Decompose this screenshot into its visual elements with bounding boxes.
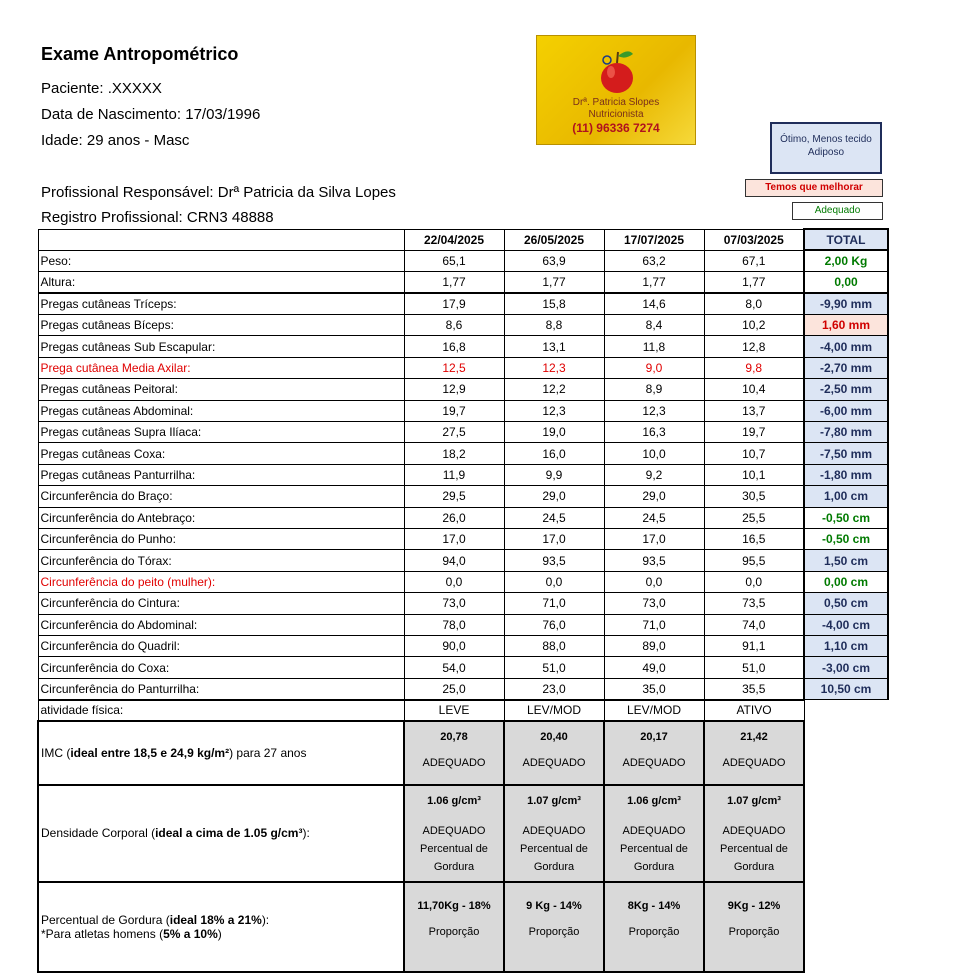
table-row [38, 678, 888, 699]
logo-phone: (11) 96336 7274 [572, 121, 660, 135]
row-value: 27,5 [404, 422, 504, 443]
row-label: Altura: [38, 272, 404, 293]
fat-value: 11,70Kg - 18% [417, 899, 491, 912]
row-value: 10,2 [704, 315, 804, 336]
row-value: 67,1 [704, 250, 804, 271]
professional-registry: Registro Profissional: CRN3 48888 [41, 209, 274, 226]
row-value: 17,0 [504, 528, 604, 549]
row-value: 0,0 [704, 571, 804, 592]
row-value: 17,9 [404, 293, 504, 314]
row-value: 49,0 [604, 657, 704, 678]
fat-label-part: *Para atletas homens ( [41, 926, 164, 941]
header-blank [38, 229, 404, 250]
fat-row [38, 882, 888, 972]
row-value: 16,5 [704, 528, 804, 549]
row-value: 9,2 [604, 464, 704, 485]
row-total: 1,10 cm [804, 635, 888, 656]
row-value: 1,77 [604, 272, 704, 293]
fat-value: 9 Kg - 14% [526, 899, 582, 912]
density-status: ADEQUADO [622, 824, 686, 837]
row-value: LEV/MOD [504, 700, 604, 721]
fat-value: 8Kg - 14% [627, 899, 681, 912]
table-row [38, 614, 888, 635]
measurements-table [37, 228, 889, 973]
logo-title: Nutricionista [588, 109, 644, 120]
row-value: ATIVO [704, 700, 804, 721]
imc-value: 21,42 [740, 730, 768, 743]
row-value: 29,5 [404, 486, 504, 507]
row-value: 30,5 [704, 486, 804, 507]
row-value: 16,3 [604, 422, 704, 443]
row-value: 65,1 [404, 250, 504, 271]
patient-age: Idade: 29 anos - Masc [41, 132, 190, 149]
row-value: 71,0 [604, 614, 704, 635]
row-value: 17,0 [604, 528, 704, 549]
row-total: 1,60 mm [804, 315, 888, 336]
row-value: 11,9 [404, 464, 504, 485]
row-value: 1,77 [404, 272, 504, 293]
row-total: -3,00 cm [804, 657, 888, 678]
row-value: 51,0 [704, 657, 804, 678]
table-row [38, 315, 888, 336]
nutritionist-logo [536, 35, 696, 145]
row-value: 24,5 [504, 507, 604, 528]
row-value: 78,0 [404, 614, 504, 635]
blank-total [804, 882, 888, 972]
row-value: 19,0 [504, 422, 604, 443]
row-value: 9,8 [704, 357, 804, 378]
row-value: 11,8 [604, 336, 704, 357]
density-label-part: ): [302, 826, 310, 841]
row-total: -2,70 mm [804, 357, 888, 378]
row-value: 10,1 [704, 464, 804, 485]
row-label: Circunferência do peito (mulher): [38, 571, 404, 592]
row-value: 16,8 [404, 336, 504, 357]
row-value: 12,5 [404, 357, 504, 378]
density-value: 1.07 g/cm³ [527, 794, 581, 807]
imc-value: 20,17 [640, 730, 668, 743]
imc-cell [404, 721, 504, 785]
density-note: Gordura [733, 860, 775, 873]
table-row [38, 507, 888, 528]
page-title: Exame Antropométrico [41, 44, 239, 64]
table-row [38, 400, 888, 421]
row-value: 93,5 [504, 550, 604, 571]
row-label: Pregas cutâneas Tríceps: [38, 293, 404, 314]
row-label: Circunferência do Braço: [38, 486, 404, 507]
row-value: 0,0 [604, 571, 704, 592]
legend-adequate: Adequado [792, 202, 883, 220]
fat-label-part: ) [217, 926, 222, 941]
fat-note: Proporção [728, 925, 780, 938]
row-value: 23,0 [504, 678, 604, 699]
row-label: Peso: [38, 250, 404, 271]
row-value: 35,5 [704, 678, 804, 699]
row-total: -1,80 mm [804, 464, 888, 485]
row-value: 89,0 [604, 635, 704, 656]
row-value: LEVE [404, 700, 504, 721]
imc-label-part: IMC ( [41, 745, 71, 760]
patient-name: Paciente: .XXXXX [41, 80, 162, 97]
fat-cell [704, 882, 804, 972]
row-value: 12,3 [504, 400, 604, 421]
legend-good: Ótimo, Menos tecido Adiposo [770, 122, 882, 174]
imc-label-part: ideal entre 18,5 e 24,9 kg/m² [70, 745, 230, 760]
row-label: Circunferência do Abdominal: [38, 614, 404, 635]
row-value: 74,0 [704, 614, 804, 635]
row-total: 0,00 [804, 272, 888, 293]
density-note: Percentual de [720, 842, 788, 855]
row-value: 94,0 [404, 550, 504, 571]
row-value: 19,7 [704, 422, 804, 443]
row-value: LEV/MOD [604, 700, 704, 721]
row-value: 19,7 [404, 400, 504, 421]
row-label: Pregas cutâneas Abdominal: [38, 400, 404, 421]
row-label: Circunferência do Coxa: [38, 657, 404, 678]
table-row [38, 272, 888, 293]
row-value: 73,0 [604, 593, 704, 614]
row-total: 2,00 Kg [804, 250, 888, 271]
row-value: 90,0 [404, 635, 504, 656]
row-value: 12,3 [504, 357, 604, 378]
imc-label [38, 721, 404, 785]
row-label: Pregas cutâneas Panturrilha: [38, 464, 404, 485]
row-total: -2,50 mm [804, 379, 888, 400]
row-label: atividade física: [38, 700, 404, 721]
density-cell [704, 785, 804, 882]
row-label: Pregas cutâneas Bíceps: [38, 315, 404, 336]
density-value: 1.06 g/cm³ [427, 794, 481, 807]
blank-total [804, 721, 888, 785]
imc-status: ADEQUADO [722, 756, 786, 769]
fat-label [38, 882, 404, 972]
fat-label-part: ideal 18% a 21% [169, 912, 262, 927]
density-note: Gordura [533, 860, 575, 873]
row-value: 88,0 [504, 635, 604, 656]
table-row [38, 250, 888, 271]
imc-value: 20,40 [540, 730, 568, 743]
row-value: 73,0 [404, 593, 504, 614]
row-value: 10,4 [704, 379, 804, 400]
table-row [38, 657, 888, 678]
table-row [38, 486, 888, 507]
row-value: 24,5 [604, 507, 704, 528]
row-value: 71,0 [504, 593, 604, 614]
row-total: -9,90 mm [804, 293, 888, 314]
row-total: 0,50 cm [804, 593, 888, 614]
density-row [38, 785, 888, 882]
row-value: 17,0 [404, 528, 504, 549]
row-label: Circunferência do Panturrilha: [38, 678, 404, 699]
table-row [38, 528, 888, 549]
row-value: 54,0 [404, 657, 504, 678]
row-total: -7,50 mm [804, 443, 888, 464]
density-note: Percentual de [520, 842, 588, 855]
table-row [38, 422, 888, 443]
date-header: 17/07/2025 [604, 229, 704, 250]
fat-label-part: ): [261, 912, 270, 927]
row-total: 1,00 cm [804, 486, 888, 507]
row-value: 9,9 [504, 464, 604, 485]
responsible-professional: Profissional Responsável: Drª Patricia da Silva Lopes [41, 184, 396, 201]
table-row [38, 443, 888, 464]
row-value: 63,2 [604, 250, 704, 271]
density-cell [504, 785, 604, 882]
imc-cell [504, 721, 604, 785]
density-cell [604, 785, 704, 882]
blank-total [804, 785, 888, 882]
density-cell [404, 785, 504, 882]
row-value: 8,0 [704, 293, 804, 314]
density-label-part: ideal a cima de 1.05 g/cm³ [155, 826, 303, 841]
row-total: 1,50 cm [804, 550, 888, 571]
row-label: Pregas cutâneas Sub Escapular: [38, 336, 404, 357]
imc-status: ADEQUADO [522, 756, 586, 769]
logo-name: Drª. Patricia Slopes [572, 97, 660, 108]
row-total: -0,50 cm [804, 528, 888, 549]
fat-cell [504, 882, 604, 972]
row-value: 10,0 [604, 443, 704, 464]
birth-date: Data de Nascimento: 17/03/1996 [41, 106, 261, 123]
row-value: 51,0 [504, 657, 604, 678]
table-row [38, 379, 888, 400]
row-value: 8,4 [604, 315, 704, 336]
row-value: 76,0 [504, 614, 604, 635]
row-total: -7,80 mm [804, 422, 888, 443]
row-value: 91,1 [704, 635, 804, 656]
table-row [38, 336, 888, 357]
date-header: 26/05/2025 [504, 229, 604, 250]
density-note: Gordura [633, 860, 675, 873]
row-value: 18,2 [404, 443, 504, 464]
density-note: Percentual de [620, 842, 688, 855]
row-value: 73,5 [704, 593, 804, 614]
fat-value: 9Kg - 12% [727, 899, 781, 912]
row-total: -4,00 cm [804, 614, 888, 635]
imc-label-part: ) para 27 anos [229, 745, 307, 760]
row-value: 29,0 [504, 486, 604, 507]
row-total: 0,00 cm [804, 571, 888, 592]
row-label: Circunferência do Tórax: [38, 550, 404, 571]
row-value: 25,0 [404, 678, 504, 699]
row-value: 14,6 [604, 293, 704, 314]
table-row [38, 635, 888, 656]
row-total: -6,00 mm [804, 400, 888, 421]
row-value: 12,3 [604, 400, 704, 421]
table-row [38, 571, 888, 592]
row-label: Circunferência do Punho: [38, 528, 404, 549]
row-label: Circunferência do Cintura: [38, 593, 404, 614]
table-row [38, 464, 888, 485]
density-status: ADEQUADO [522, 824, 586, 837]
row-label: Pregas cutâneas Peitoral: [38, 379, 404, 400]
row-total: -4,00 mm [804, 336, 888, 357]
table-row [38, 700, 888, 721]
row-value: 9,0 [604, 357, 704, 378]
imc-cell [704, 721, 804, 785]
row-value: 13,7 [704, 400, 804, 421]
imc-status: ADEQUADO [422, 756, 486, 769]
row-value: 8,9 [604, 379, 704, 400]
imc-row [38, 721, 888, 785]
row-value: 95,5 [704, 550, 804, 571]
row-value: 93,5 [604, 550, 704, 571]
table-row [38, 293, 888, 314]
row-value: 12,2 [504, 379, 604, 400]
fat-cell [404, 882, 504, 972]
row-value: 12,8 [704, 336, 804, 357]
apple-icon [595, 44, 639, 96]
fat-cell [604, 882, 704, 972]
imc-cell [604, 721, 704, 785]
date-header: 22/04/2025 [404, 229, 504, 250]
row-label: Circunferência do Antebraço: [38, 507, 404, 528]
density-label [38, 785, 404, 882]
fat-note: Proporção [528, 925, 580, 938]
density-value: 1.06 g/cm³ [627, 794, 681, 807]
row-label: Prega cutânea Media Axilar: [38, 357, 404, 378]
density-value: 1.07 g/cm³ [727, 794, 781, 807]
row-total: -0,50 cm [804, 507, 888, 528]
row-value: 15,8 [504, 293, 604, 314]
row-value: 1,77 [504, 272, 604, 293]
imc-value: 20,78 [440, 730, 468, 743]
row-value: 12,9 [404, 379, 504, 400]
density-status: ADEQUADO [722, 824, 786, 837]
row-label: Pregas cutâneas Coxa: [38, 443, 404, 464]
row-value: 1,77 [704, 272, 804, 293]
row-value: 35,0 [604, 678, 704, 699]
date-header: 07/03/2025 [704, 229, 804, 250]
density-note: Gordura [433, 860, 475, 873]
row-value: 29,0 [604, 486, 704, 507]
fat-label-part: 5% a 10% [163, 926, 218, 941]
density-label-part: Densidade Corporal ( [41, 826, 156, 841]
row-label: Pregas cutâneas Supra Ilíaca: [38, 422, 404, 443]
row-value: 63,9 [504, 250, 604, 271]
row-value: 8,8 [504, 315, 604, 336]
imc-status: ADEQUADO [622, 756, 686, 769]
row-value: 26,0 [404, 507, 504, 528]
fat-label-part: Percentual de Gordura ( [41, 912, 170, 927]
table-row [38, 550, 888, 571]
table-row [38, 357, 888, 378]
density-note: Percentual de [420, 842, 488, 855]
legend-improve: Temos que melhorar [745, 179, 883, 197]
row-total: 10,50 cm [804, 678, 888, 699]
row-value: 13,1 [504, 336, 604, 357]
density-status: ADEQUADO [422, 824, 486, 837]
row-value: 8,6 [404, 315, 504, 336]
table-row [38, 593, 888, 614]
row-total [804, 700, 888, 721]
row-value: 16,0 [504, 443, 604, 464]
row-value: 10,7 [704, 443, 804, 464]
row-label: Circunferência do Quadril: [38, 635, 404, 656]
row-value: 0,0 [504, 571, 604, 592]
fat-note: Proporção [428, 925, 480, 938]
total-header: TOTAL [804, 229, 888, 250]
row-value: 0,0 [404, 571, 504, 592]
table-header-row [38, 229, 888, 250]
fat-note: Proporção [628, 925, 680, 938]
row-value: 25,5 [704, 507, 804, 528]
